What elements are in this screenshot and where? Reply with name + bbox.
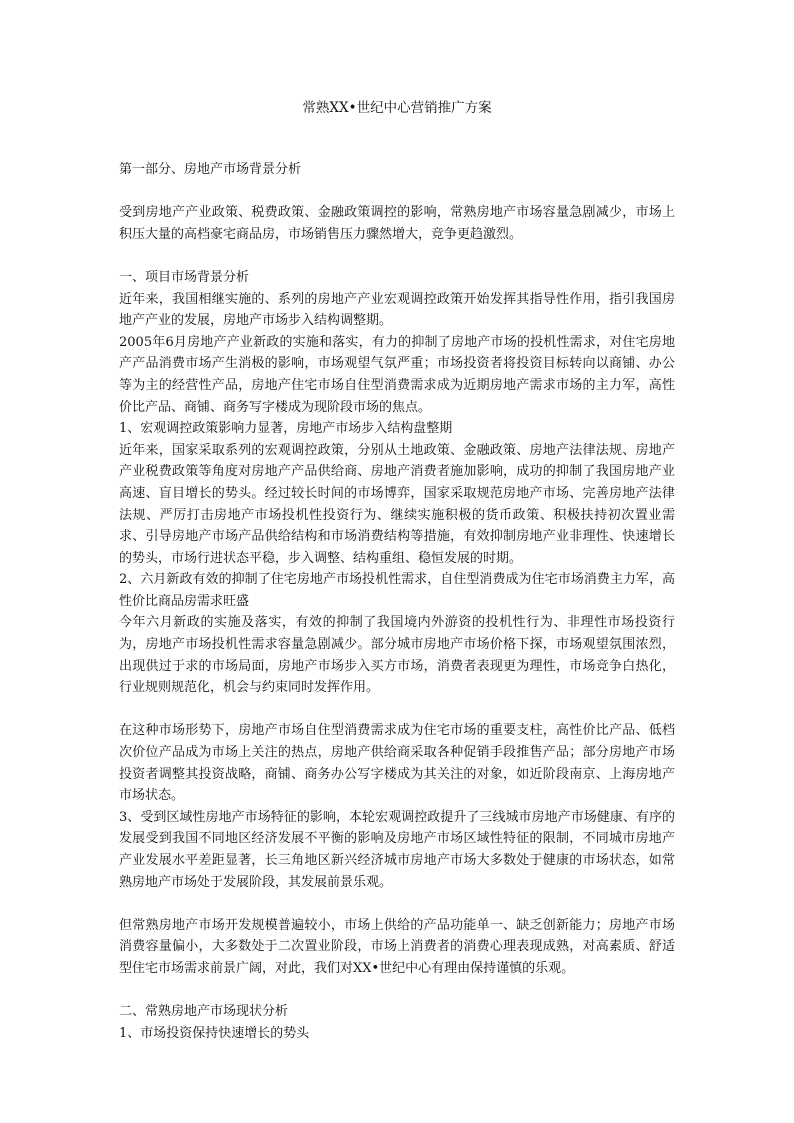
section1-heading: 一、项目市场背景分析 xyxy=(119,269,250,285)
document-body xyxy=(119,159,675,1044)
section2-heading: 二、常熟房地产市场现状分析 xyxy=(119,1004,289,1020)
subsection-1-3-heading: 3、受到区域性房地产市场特征的影响，本轮宏观调控政提升了三线城市房地产市场健康、有序的发展受到我国不同地区经济发展不平衡的影响及房地产市场区域性特征的限制，不同城市房地产产业发展水平差距显著，长三角地区新兴经济城市房地产市场大多数处于健康的市场状态，如常熟房地产市场处于发展阶段，其发展前景乐观。 xyxy=(119,809,675,890)
blank-line xyxy=(119,980,675,1002)
document-title: 常熟XX•世纪中心营销推广方案 xyxy=(302,100,492,116)
blank-line xyxy=(119,181,675,203)
section1-paragraph-2: 2005年6月房地产产业新政的实施和落实，有力的抑制了房地产市场的投机性需求，对住宅房地产产品消费市场产生消极的影响，市场观望气氛严重；市场投资者将投资目标转向以商铺、办公等为主的经营性产品，房地产住宅市场自住型消费需求成为近期房地产需求市场的主力军，高性价比产品、商铺、商务写字楼成为现阶段市场的焦点。 xyxy=(119,334,675,415)
section1-paragraph-1: 近年来，我国相继实施的、系列的房地产产业宏观调控政策开始发挥其指导性作用，指引我国房地产产业的发展，房地产市场步入结构调整期。 xyxy=(119,291,675,329)
subsection-1-1-heading: 1、宏观调控政策影响力显著，房地产市场步入结构盘整期 xyxy=(119,421,453,437)
part1-heading: 第一部分、房地产市场背景分析 xyxy=(119,162,302,177)
blank-line xyxy=(119,893,675,915)
blank-line xyxy=(119,699,675,721)
subsection-1-2-body-2: 在这种市场形势下，房地产市场自住型消费需求成为住宅市场的重要支柱，高性价比产品、低档次价位产品成为市场上关注的热点，房地产供给商采取各种促销手段推售产品；部分房地产市场投资者调整其投资战略，商铺、商务办公写字楼成为其关注的对象，如近阶段南京、上海房地产市场状态。 xyxy=(119,723,675,804)
subsection-1-1-body: 近年来，国家采取系列的宏观调控政策，分别从土地政策、金融政策、房地产法律法规、房地产产业税费政策等角度对房地产产品供给商、房地产消费者施加影响，成功的抑制了我国房地产业高速、盲目增长的势头。经过较长时间的市场博弈，国家采取规范房地产市场、完善房地产法律法规、严厉打击房地产市场投机性投资行为、继续实施积极的货币政策、积极扶持初次置业需求、引导房地产市场产品供给结构和市场消费结构等措施，有效抑制房地产业非理性、快速增长的势头，市场行进状态平稳，步入调整、结构重组、稳恒发展的时期。 xyxy=(119,442,675,566)
subsection-1-2-heading: 2、六月新政有效的抑制了住宅房地产市场投机性需求，自住型消费成为住宅市场消费主力军，高性价比商品房需求旺盛 xyxy=(119,572,675,609)
subsection-1-3-body: 但常熟房地产市场开发规模普遍较小，市场上供给的产品功能单一、缺乏创新能力；房地产市场消费容量偏小，大多数处于二次置业阶段，市场上消费者的消费心理表现成熟，对高素质、舒适型住宅市场需求前景广阔，对此，我们对XX•世纪中心有理由保持谨慎的乐观。 xyxy=(119,917,675,976)
intro-paragraph: 受到房地产产业政策、税费政策、金融政策调控的影响，常熟房地产市场容量急剧减少，市场上积压大量的高档豪宅商品房，市场销售压力骤然增大，竞争更趋激烈。 xyxy=(119,205,675,242)
blank-line xyxy=(119,245,675,267)
subsection-2-1-heading: 1、市场投资保持快速增长的势头 xyxy=(119,1025,310,1041)
subsection-1-2-body: 今年六月新政的实施及落实，有效的抑制了我国境内外游资的投机性行为、非理性市场投资行为，房地产市场投机性需求容量急剧减少。部分城市房地产市场价格下探，市场观望氛围浓烈，出现供过于求的市场局面，房地产市场步入买方市场，消费者表现更为理性，市场竞争白热化，行业规则规范化，机会与约束同时发挥作用。 xyxy=(119,615,675,696)
